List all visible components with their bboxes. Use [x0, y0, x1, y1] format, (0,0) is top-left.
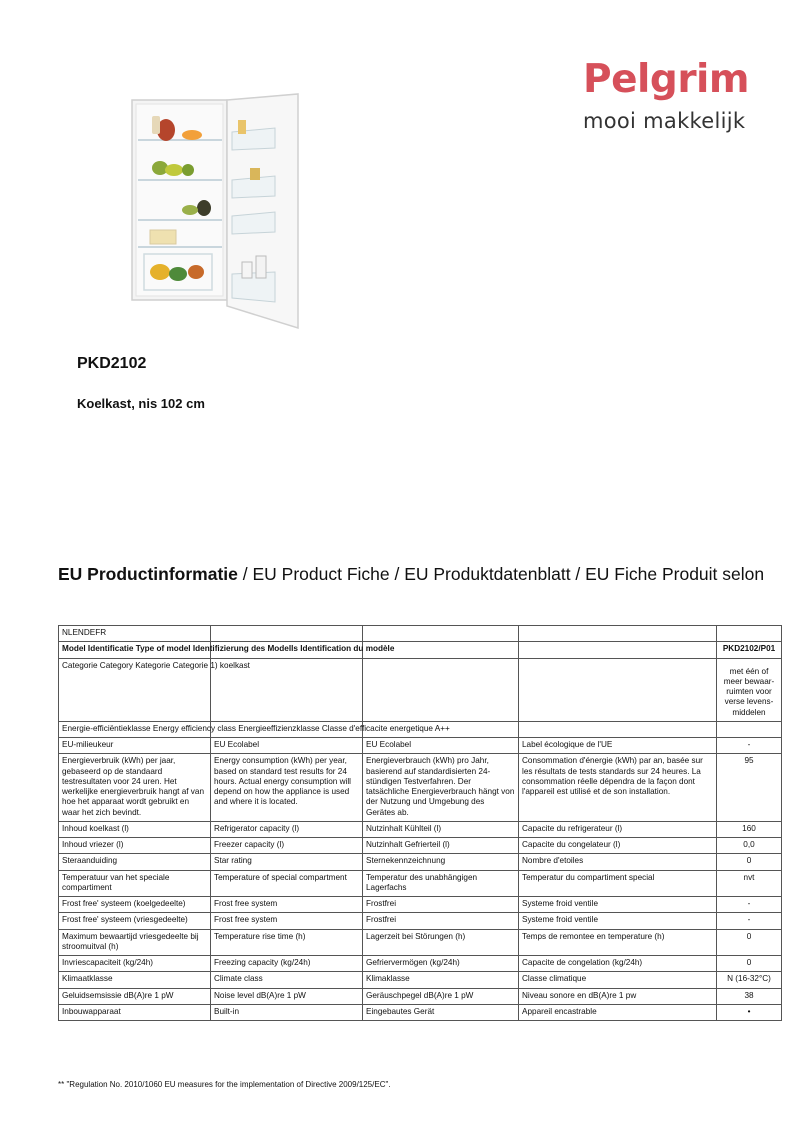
- cell-de: Geräuschpegel dB(A)re 1 pW: [363, 988, 519, 1004]
- table-row: [59, 956, 782, 972]
- cell-de: Frostfrei: [363, 913, 519, 929]
- cell-nl: Invriescapaciteit (kg/24h): [59, 956, 211, 972]
- category-row: [59, 658, 782, 721]
- cell-value: 160: [717, 821, 782, 837]
- model-label: Model Identificatie Type of model Identifizierung des Modells Identification du modèle: [59, 642, 211, 658]
- cell-en: Frost free system: [211, 913, 363, 929]
- cell-en: Temperature of special compartment: [211, 870, 363, 897]
- cell-fr: Appareil encastrable: [519, 1004, 717, 1020]
- cell-fr: Capacite de congelation (kg/24h): [519, 956, 717, 972]
- cell-fr: Systeme froid ventile: [519, 913, 717, 929]
- cell-nl: Maximum bewaartijd vriesgedeelte bij stroomuitval (h): [59, 929, 211, 956]
- brand-logo: [583, 57, 753, 133]
- cell-fr: Temps de remontee en temperature (h): [519, 929, 717, 956]
- cell-de: Lagerzeit bei Störungen (h): [363, 929, 519, 956]
- cell-value: 95: [717, 754, 782, 822]
- cell-fr: Niveau sonore en dB(A)re 1 pw: [519, 988, 717, 1004]
- cell-fr: Systeme froid ventile: [519, 897, 717, 913]
- cell-value: 38: [717, 988, 782, 1004]
- product-fiche-table: [58, 625, 782, 1021]
- cell-value: N (16-32°C): [717, 972, 782, 988]
- cell-fr: Label écologique de l'UE: [519, 738, 717, 754]
- cell-de: Energieverbrauch (kWh) pro Jahr, basierend auf standardisierten 24-stündigen Testverfahren. Der tatsächliche Energieverbrauch hängt von der Nutzung und Umgebung des Gerätes ab.: [363, 754, 519, 822]
- energy-class-label: Energie-efficiëntieklasse Energy efficiency class Energieeffizienzklasse Classe d'efficacite energetique A++: [59, 721, 211, 737]
- cell-en: Temperature rise time (h): [211, 929, 363, 956]
- table-row: [59, 897, 782, 913]
- table-row: [59, 870, 782, 897]
- table-row: [59, 854, 782, 870]
- cell-nl: Klimaatklasse: [59, 972, 211, 988]
- cell-de: EU Ecolabel: [363, 738, 519, 754]
- energy-class-row: [59, 721, 782, 737]
- table-row: [59, 1004, 782, 1020]
- table-header-row: [59, 626, 782, 642]
- category-label: Categorie Category Kategorie Categorie 1) koelkast: [59, 658, 211, 721]
- cell-en: Refrigerator capacity (l): [211, 821, 363, 837]
- heading-rest: / EU Product Fiche / EU Produktdatenblatt / EU Fiche Produit selon: [237, 564, 765, 584]
- footnote: ** "Regulation No. 2010/1060 EU measures for the implementation of Directive 2009/125/EC".: [58, 1080, 391, 1089]
- cell-fr: Nombre d'etoiles: [519, 854, 717, 870]
- cell-de: Frostfrei: [363, 897, 519, 913]
- cell-value: 0: [717, 956, 782, 972]
- cell-nl: Inhoud koelkast (l): [59, 821, 211, 837]
- cell-de: Gefriervermögen (kg/24h): [363, 956, 519, 972]
- cell-fr: Temperatur du compartiment special: [519, 870, 717, 897]
- cell-de: Temperatur des unabhängigen Lagerfachs: [363, 870, 519, 897]
- cell-value: 0: [717, 854, 782, 870]
- cell-en: EU Ecolabel: [211, 738, 363, 754]
- cell-de: Sternekennzeichnung: [363, 854, 519, 870]
- cell-nl: Steraanduiding: [59, 854, 211, 870]
- cell-en: Frost free system: [211, 897, 363, 913]
- cell-de: Klimaklasse: [363, 972, 519, 988]
- cell-value: 0,0: [717, 838, 782, 854]
- table-row: [59, 988, 782, 1004]
- cell-nl: Inbouwapparaat: [59, 1004, 211, 1020]
- cell-fr: Capacite du refrigerateur (l): [519, 821, 717, 837]
- cell-de: Eingebautes Gerät: [363, 1004, 519, 1020]
- table-row: [59, 754, 782, 822]
- table-row: [59, 738, 782, 754]
- cell-nl: EU-milieukeur: [59, 738, 211, 754]
- brand-name: Pelgrim: [583, 57, 750, 102]
- product-model: PKD2102: [77, 355, 147, 372]
- cell-nl: Temperatuur van het speciale compartiment: [59, 870, 211, 897]
- cell-fr: Consommation d'énergie (kWh) par an, basée sur les résultats de tests standards sur 24 heures. La consommation réelle dépendra de la façon dont l'appareil est utilisé et de son installation.: [519, 754, 717, 822]
- table-row: [59, 913, 782, 929]
- table-row: [59, 821, 782, 837]
- product-description: Koelkast, nis 102 cm: [77, 396, 205, 411]
- brand-tagline: mooi makkelijk: [583, 109, 746, 133]
- cell-value: -: [717, 738, 782, 754]
- cell-de: Nutzinhalt Kühlteil (l): [363, 821, 519, 837]
- cell-value: nvt: [717, 870, 782, 897]
- table-row: [59, 972, 782, 988]
- cell-nl: Geluidsemsissie dB(A)re 1 pW: [59, 988, 211, 1004]
- cell-nl: Energieverbruik (kWh) per jaar, gebaseerd op de standaard testresultaten voor 24 uren. Het werkelijke energieverbruik hangt af van hoe het apparaat wordt gebruikt en waar het zich bevindt.: [59, 754, 211, 822]
- cell-fr: Capacite du congelateur (l): [519, 838, 717, 854]
- product-image: [130, 92, 300, 332]
- cell-value: -: [717, 913, 782, 929]
- table-row: [59, 838, 782, 854]
- model-value: PKD2102/P01: [717, 642, 782, 658]
- cell-nl: Frost free' systeem (vriesgedeelte): [59, 913, 211, 929]
- heading-bold: EU Productinformatie: [58, 564, 238, 584]
- cell-value: •: [717, 1004, 782, 1020]
- cell-value: 0: [717, 929, 782, 956]
- section-heading: [58, 564, 764, 585]
- cell-de: Nutzinhalt Gefrierteil (l): [363, 838, 519, 854]
- table-row: [59, 929, 782, 956]
- cell-value: -: [717, 897, 782, 913]
- lang-header: NLENDEFR: [59, 626, 211, 642]
- cell-fr: Classe climatique: [519, 972, 717, 988]
- cell-en: Noise level dB(A)re 1 pW: [211, 988, 363, 1004]
- cell-nl: Frost free' systeem (koelgedeelte): [59, 897, 211, 913]
- cell-nl: Inhoud vriezer (l): [59, 838, 211, 854]
- cell-en: Energy consumption (kWh) per year, based on standard test results for 24 hours. Actual energy consumption will depend on how the appliance is used and where it is located.: [211, 754, 363, 822]
- cell-en: Star rating: [211, 854, 363, 870]
- cell-en: Freezer capacity (l): [211, 838, 363, 854]
- cell-en: Freezing capacity (kg/24h): [211, 956, 363, 972]
- cell-en: Built-in: [211, 1004, 363, 1020]
- cell-en: Climate class: [211, 972, 363, 988]
- model-row: [59, 642, 782, 658]
- category-value: met één of meer bewaar-ruimten voor verse levens-middelen: [717, 658, 782, 721]
